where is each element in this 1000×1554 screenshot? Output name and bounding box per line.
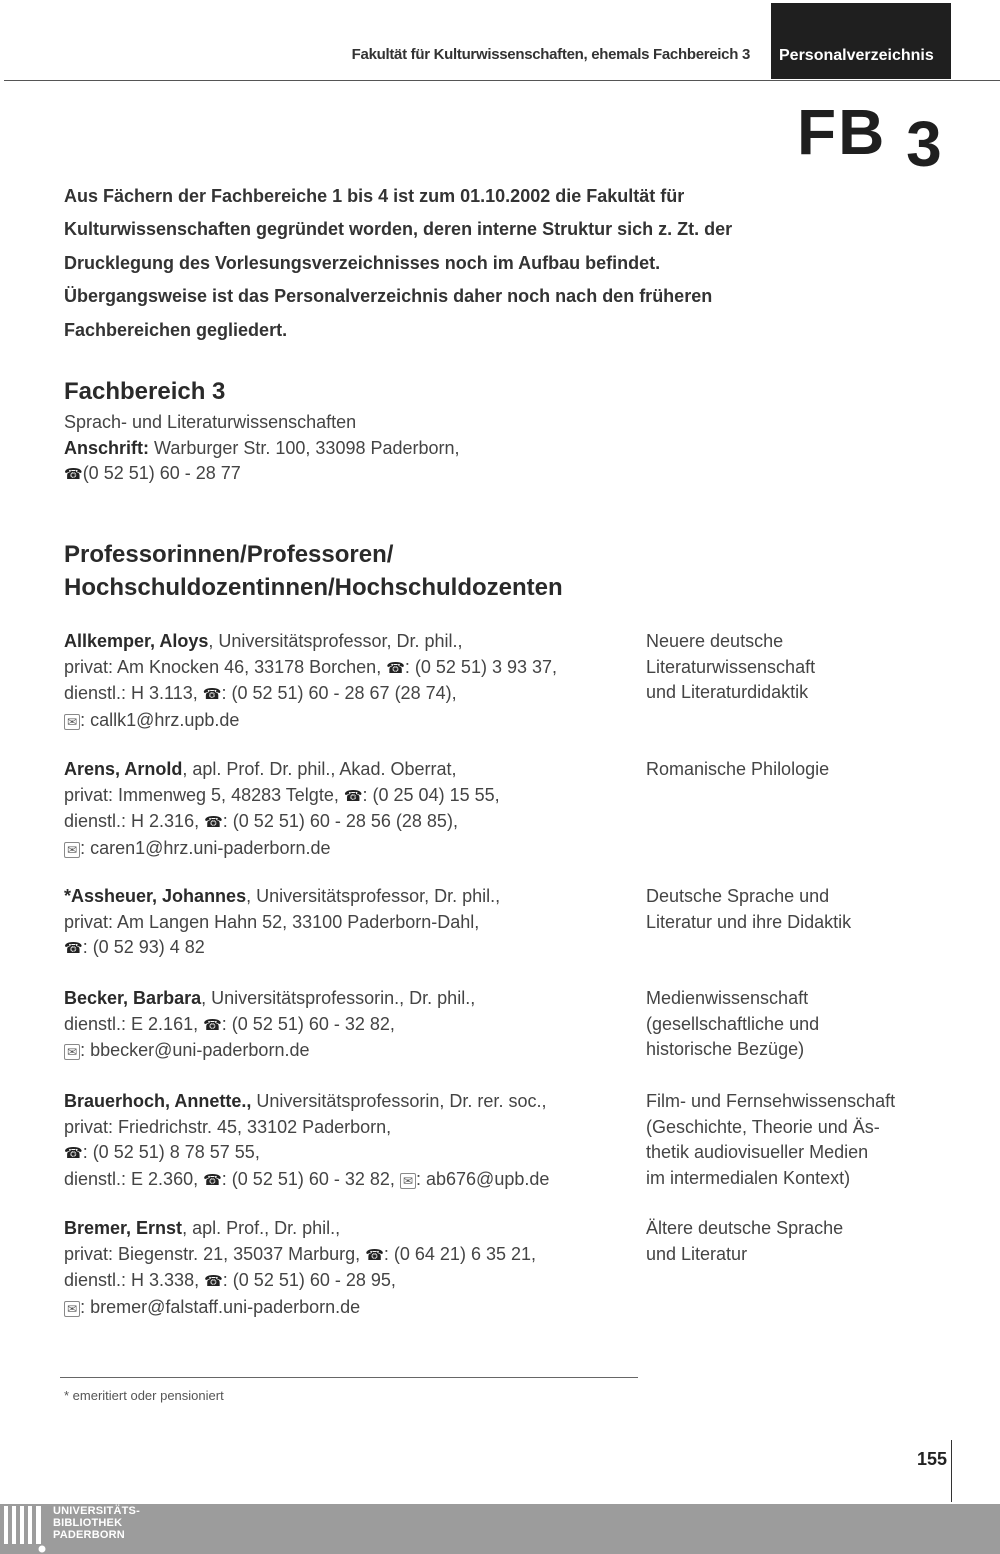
field-line: Literaturwissenschaft — [646, 656, 816, 677]
person-office: dienstl.: H 2.316, — [64, 811, 200, 831]
person-email-line — [64, 708, 634, 734]
library-logo-icon — [2, 1504, 48, 1554]
field-line: Neuere deutsche — [646, 631, 784, 651]
person-private-address: privat: Am Langen Hahn 52, 33100 Paderborn-Dahl, — [64, 911, 480, 932]
person-private-line — [64, 783, 634, 810]
person-office-phone: : (0 52 51) 60 - 28 95, — [222, 1270, 396, 1290]
field-line: thetik audiovisueller Medien — [646, 1142, 869, 1162]
person-name-line — [64, 757, 634, 783]
person-office-line — [64, 1167, 634, 1194]
footnote-divider — [60, 1377, 638, 1378]
intro-paragraph: Aus Fächern der Fachbereiche 1 bis 4 ist zum 01.10.2002 die Fakultät für Kulturwissenschaften gegründet worden, deren interne Struktur sich z. Zt. der Drucklegung des Vorlesungsverzeichnisses noch im Aufbau befindet. Übergangsweise ist das Personalverzeichnis daher noch nach den früheren Fachbereichen gegliedert. — [64, 186, 733, 340]
field-line: historische Bezüge) — [646, 1039, 805, 1059]
person-email[interactable]: : bbecker@uni-paderborn.de — [80, 1040, 310, 1060]
person-email-line — [64, 1038, 634, 1064]
person-office-line — [64, 681, 634, 708]
email-icon: ✉ — [64, 714, 80, 730]
fb-mark-prefix: FB — [797, 96, 887, 168]
field-line: und Literaturdidaktik — [646, 682, 809, 702]
person-field-allkemper — [646, 629, 946, 706]
person-name-line — [64, 884, 634, 910]
library-footer-bar — [0, 1504, 1000, 1554]
phone-icon: ☎ — [204, 814, 223, 831]
header-tab-label: Personalverzeichnis — [779, 47, 934, 64]
person-name: Arens, Arnold — [64, 759, 183, 779]
person-private-line — [64, 1242, 634, 1269]
person-office: dienstl.: H 3.113, — [64, 683, 198, 703]
field-line: Deutsche Sprache und — [646, 886, 830, 906]
phone-icon: ☎ — [203, 1016, 222, 1034]
fb-mark-number: 3 — [906, 108, 944, 180]
person-private-address: privat: Immenweg 5, 48283 Telgte, — [64, 784, 339, 805]
person-name-line — [64, 986, 634, 1012]
person-field-becker — [646, 986, 946, 1063]
library-name-line: BIBLIOTHEK — [53, 1517, 123, 1529]
person-office: dienstl.: E 2.360, — [64, 1168, 199, 1189]
person-office-line — [64, 809, 634, 836]
person-name: Bremer, Ernst — [64, 1218, 183, 1238]
person-name: Becker, Barbara — [64, 988, 202, 1008]
person-title: , apl. Prof., Dr. phil., — [182, 1218, 341, 1238]
person-phone-line — [64, 935, 634, 962]
field-line: Romanische Philologie — [646, 759, 830, 779]
fachbereich-subtitle: Sprach- und Literaturwissenschaften — [64, 412, 357, 432]
phone-icon: ☎ — [64, 1145, 83, 1162]
header-divider — [4, 80, 1000, 81]
field-line: Literatur und ihre Didaktik — [646, 911, 852, 932]
person-phone: : (0 52 93) 4 82 — [82, 937, 205, 957]
email-icon: ✉ — [64, 842, 80, 858]
phone-icon: ☎ — [202, 686, 222, 703]
person-private-phone: : (0 52 51) 3 93 37, — [404, 656, 558, 677]
person-office: dienstl.: H 3.338, — [64, 1270, 200, 1290]
person-name-line — [64, 1216, 634, 1242]
section-title-line2: Hochschuldozentinnen/Hochschuldozenten — [64, 574, 563, 601]
phone-icon: ☎ — [343, 787, 363, 805]
email-icon: ✉ — [64, 1044, 80, 1060]
person-private-line — [64, 655, 634, 682]
page-number-divider — [951, 1440, 952, 1502]
person-entry-arens — [64, 757, 634, 861]
field-line: und Literatur — [646, 1243, 748, 1264]
person-private-phone: : (0 64 21) 6 35 21, — [383, 1243, 536, 1264]
person-name: *Assheuer, Johannes — [64, 886, 247, 906]
person-office: dienstl.: E 2.161, — [64, 1013, 199, 1034]
footnote: * emeritiert oder pensioniert — [64, 1388, 224, 1403]
fachbereich-phone-line — [64, 461, 460, 488]
phone-icon: ☎ — [64, 466, 83, 483]
person-name-line — [64, 1089, 634, 1115]
library-name-line: PADERBORN — [53, 1529, 125, 1541]
fachbereich-phone: (0 52 51) 60 - 28 77 — [82, 463, 241, 483]
person-name: Brauerhoch, Annette., — [64, 1091, 252, 1111]
email-icon: ✉ — [400, 1173, 416, 1189]
person-field-bremer — [646, 1216, 946, 1267]
person-office-phone: : (0 52 51) 60 - 32 82, — [221, 1168, 395, 1189]
person-phone-line — [64, 1140, 634, 1167]
person-private-address: privat: Am Knocken 46, 33178 Borchen, — [64, 656, 382, 677]
section-title — [64, 538, 563, 604]
header-tab — [771, 3, 951, 79]
person-field-assheuer — [646, 884, 946, 935]
person-private-line — [64, 910, 634, 936]
person-entry-assheuer — [64, 884, 634, 962]
field-line: (Geschichte, Theorie und Äs- — [646, 1116, 880, 1137]
person-private-address: privat: Friedrichstr. 45, 33102 Paderborn, — [64, 1116, 392, 1137]
person-office-phone: : (0 52 51) 60 - 28 56 (28 85), — [222, 811, 458, 831]
address-label: Anschrift: — [64, 437, 149, 458]
person-entry-brauerhoch — [64, 1089, 634, 1193]
person-title: , apl. Prof. Dr. phil., Akad. Oberrat, — [182, 759, 457, 779]
person-private-phone: : (0 25 04) 15 55, — [362, 784, 500, 805]
field-line: (gesellschaftliche und — [646, 1013, 820, 1034]
person-office-line — [64, 1012, 634, 1039]
person-email[interactable]: : ab676@upb.de — [415, 1168, 550, 1189]
person-private-address: privat: Biegenstr. 21, 35037 Marburg, — [64, 1243, 361, 1264]
address-text: Warburger Str. 100, 33098 Paderborn, — [154, 437, 460, 458]
section-title-line1: Professorinnen/Professoren/ — [64, 541, 394, 568]
phone-icon: ☎ — [386, 659, 405, 677]
fachbereich-address-line — [64, 436, 460, 462]
person-title: , Universitätsprofessor, Dr. phil., — [208, 631, 463, 651]
person-title: , Universitätsprofessorin., Dr. phil., — [201, 988, 476, 1008]
person-email[interactable]: : caren1@hrz.uni-paderborn.de — [80, 837, 331, 858]
fachbereich-title: Fachbereich 3 — [64, 378, 226, 405]
library-name — [53, 1505, 140, 1541]
person-email[interactable]: : callk1@hrz.upb.de — [80, 709, 240, 730]
person-office-line — [64, 1268, 634, 1295]
person-email[interactable]: : bremer@falstaff.uni-paderborn.de — [80, 1296, 361, 1317]
person-email-line — [64, 836, 634, 862]
person-office-phone: : (0 52 51) 60 - 28 67 (28 74), — [221, 683, 457, 703]
person-name-line — [64, 629, 634, 655]
fachbereich-info — [64, 410, 460, 488]
person-name: Allkemper, Aloys — [64, 631, 209, 651]
person-title: , Universitätsprofessor, Dr. phil., — [246, 886, 501, 906]
person-field-brauerhoch — [646, 1089, 946, 1191]
person-entry-becker — [64, 986, 634, 1064]
person-phone: : (0 52 51) 8 78 57 55, — [82, 1142, 260, 1162]
page-number: 155 — [917, 1449, 948, 1469]
phone-icon: ☎ — [365, 1246, 384, 1264]
phone-icon: ☎ — [203, 1171, 222, 1189]
person-private-line — [64, 1115, 634, 1141]
phone-icon: ☎ — [64, 940, 83, 957]
field-line: Ältere deutsche Sprache — [646, 1218, 844, 1238]
person-entry-allkemper — [64, 629, 634, 733]
person-field-arens — [646, 757, 946, 783]
email-icon: ✉ — [64, 1301, 80, 1317]
header-breadcrumb: Fakultät für Kulturwissenschaften, ehemals Fachbereich 3 — [351, 46, 750, 63]
field-line: Medienwissenschaft — [646, 988, 809, 1008]
person-office-phone: : (0 52 51) 60 - 32 82, — [221, 1013, 395, 1034]
field-line: Film- und Fernsehwissenschaft — [646, 1091, 896, 1111]
person-title: Universitätsprofessorin, Dr. rer. soc., — [251, 1091, 547, 1111]
person-email-line — [64, 1295, 634, 1321]
field-line: im intermedialen Kontext) — [646, 1167, 851, 1188]
person-entry-bremer — [64, 1216, 634, 1320]
phone-icon: ☎ — [204, 1273, 223, 1290]
library-name-line: UNIVERSITÄTS- — [53, 1505, 140, 1517]
fb-mark — [797, 96, 944, 180]
